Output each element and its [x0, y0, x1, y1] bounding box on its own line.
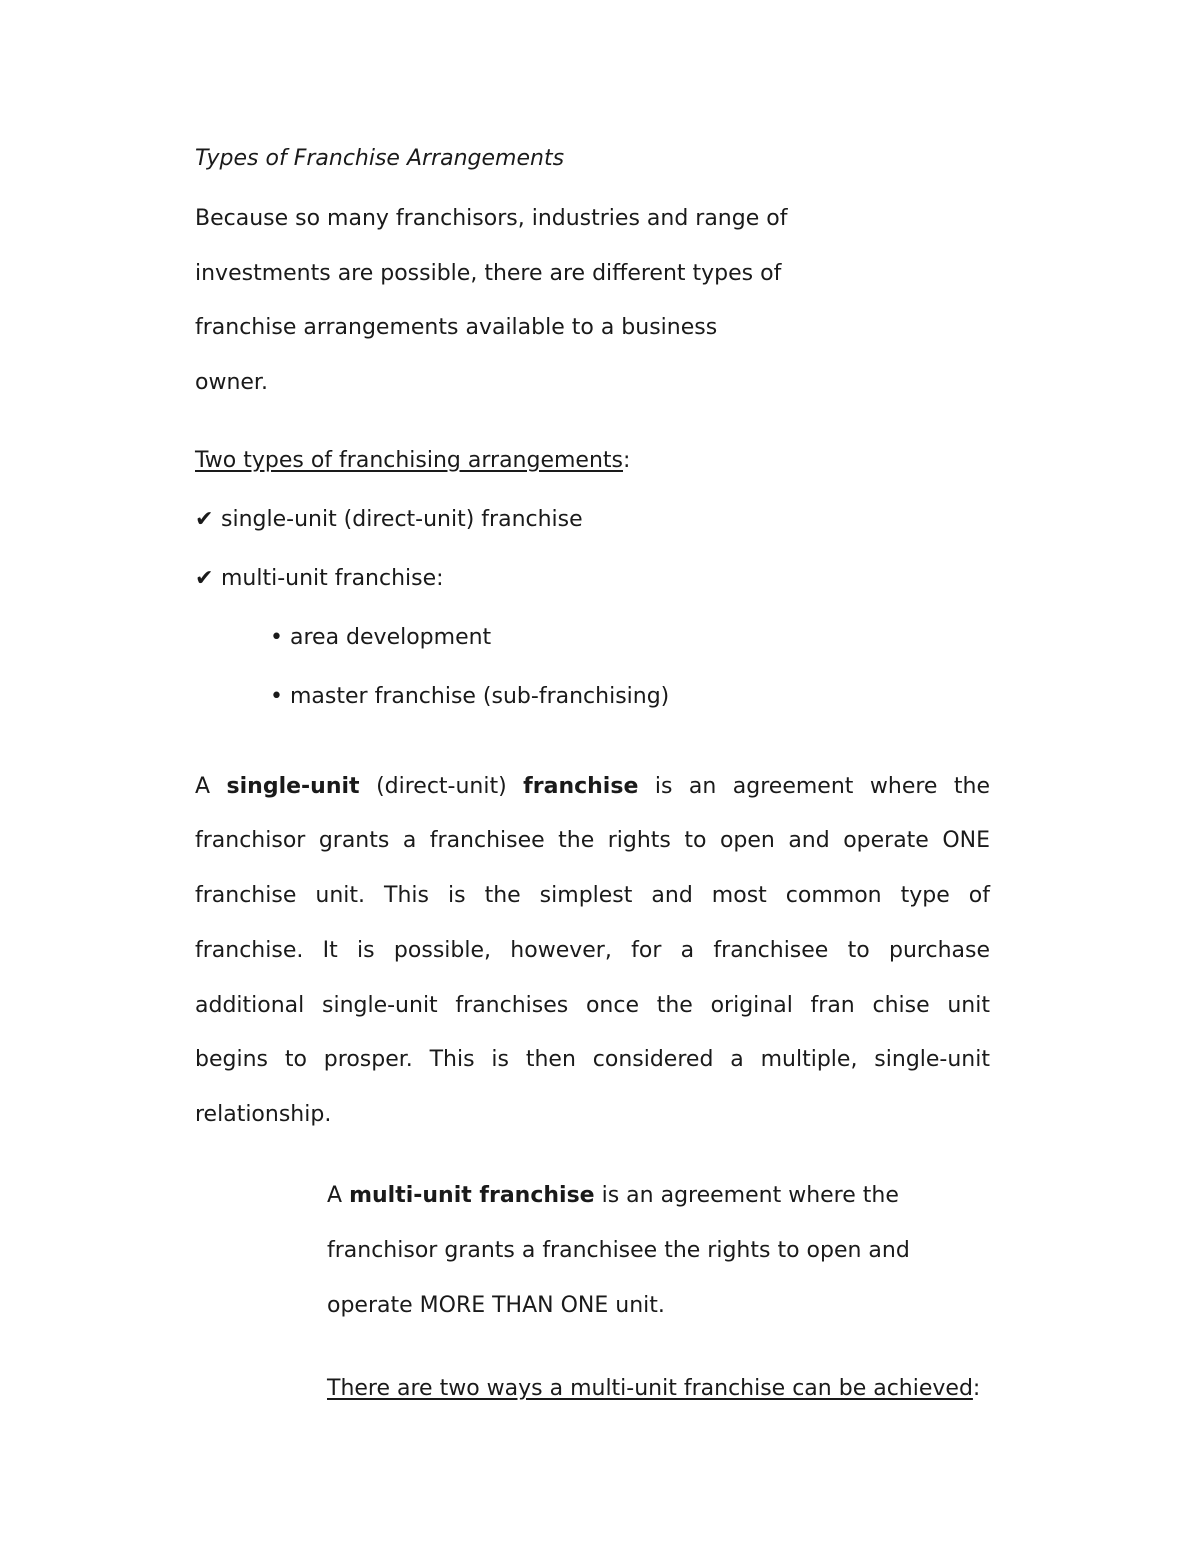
types-heading-text: Two types of franchising arrangements: [195, 448, 623, 473]
type-item-label: single-unit (direct-unit) franchise: [221, 507, 583, 532]
checkmark-icon: ✔: [195, 507, 214, 532]
single-unit-line-7: relationship.: [195, 1102, 332, 1127]
single-unit-line-3: franchise unit. This is the simplest and most common type of: [195, 883, 990, 908]
single-unit-line-1: [195, 774, 990, 799]
single-unit-term: single-unit: [226, 774, 360, 799]
multi-unit-term: multi-unit franchise: [349, 1183, 595, 1208]
ways-heading-colon: :: [972, 1376, 981, 1401]
multi-unit-line-1: [327, 1185, 899, 1207]
ways-heading-text: There are two ways a multi-unit franchise can be achieved: [327, 1376, 973, 1401]
bullet-icon: •: [270, 625, 283, 650]
type-item-label: multi-unit franchise:: [221, 566, 444, 591]
bullet-icon: •: [270, 684, 283, 709]
ways-heading: [327, 1378, 980, 1400]
subtype-label: master franchise (sub-franchising): [290, 684, 670, 709]
subtype-area-development: [270, 627, 491, 649]
single-unit-rest: is an agreement where the: [654, 774, 991, 799]
multi-unit-line-3: operate MORE THAN ONE unit.: [327, 1293, 665, 1318]
intro-line-2: investments are possible, there are different types of: [195, 261, 782, 286]
types-heading: [195, 450, 630, 472]
intro-line-1: Because so many franchisors, industries and range of: [195, 206, 788, 231]
type-item-single-unit: [195, 509, 583, 531]
types-heading-colon: :: [623, 448, 631, 473]
multi-unit-rest: is an agreement where the: [601, 1183, 899, 1208]
single-unit-line-2: franchisor grants a franchisee the rights to open and operate ONE: [195, 828, 990, 853]
multi-unit-lead: A: [327, 1183, 343, 1208]
subtype-label: area development: [290, 625, 492, 650]
single-unit-line-4: franchise. It is possible, however, for a franchisee to purchase: [195, 938, 990, 963]
subtype-master-franchise: [270, 686, 669, 708]
single-unit-paren: (direct-unit): [376, 774, 507, 799]
checkmark-icon: ✔: [195, 566, 214, 591]
type-item-multi-unit: [195, 568, 444, 590]
intro-line-3: franchise arrangements available to a business: [195, 315, 718, 340]
single-unit-line-5: additional single-unit franchises once the original fran chise unit: [195, 993, 990, 1018]
single-unit-line-6: begins to prosper. This is then considered a multiple, single-unit: [195, 1047, 990, 1072]
franchise-term: franchise: [523, 774, 639, 799]
single-unit-lead: A: [195, 774, 211, 799]
document-title: Types of Franchise Arrangements: [195, 146, 565, 171]
intro-line-4: owner.: [195, 370, 268, 395]
multi-unit-line-2: franchisor grants a franchisee the rights to open and: [327, 1238, 910, 1263]
